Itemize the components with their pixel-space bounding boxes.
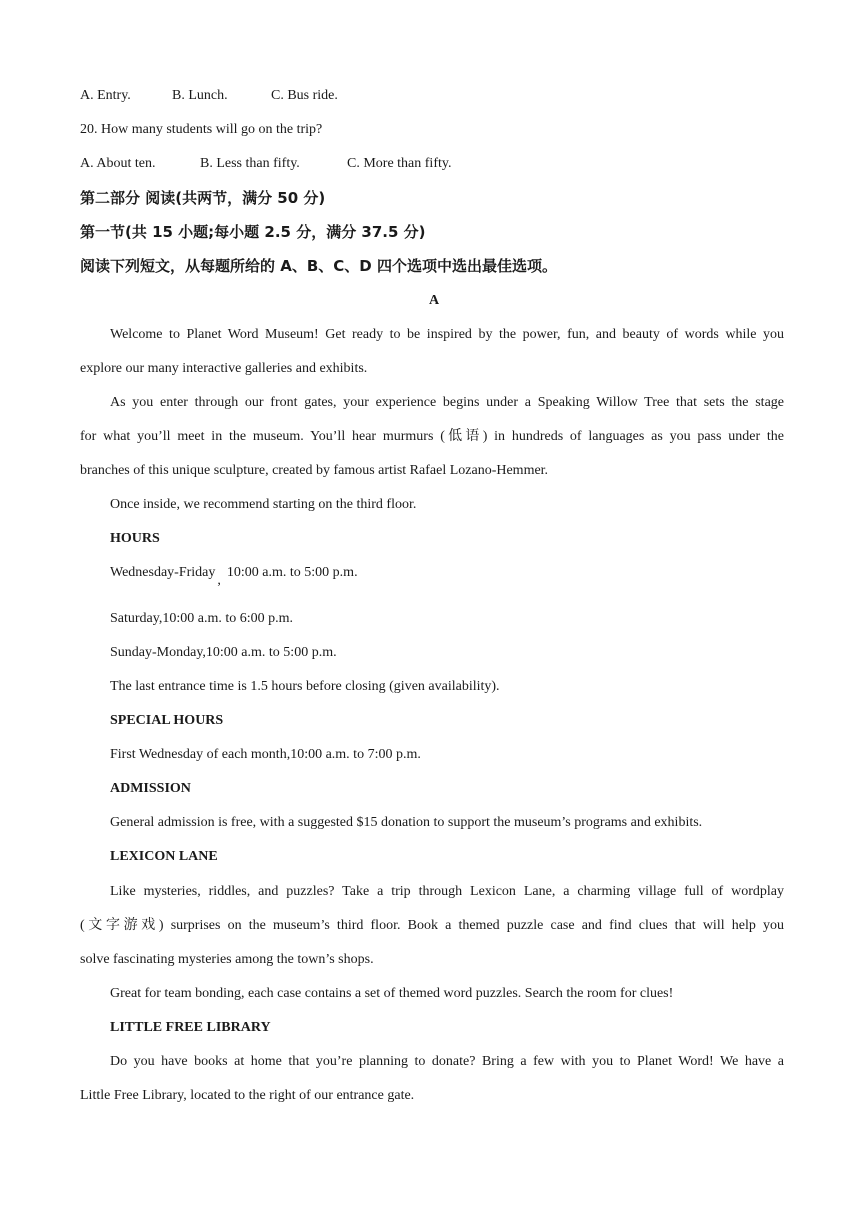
hours-last-entrance: The last entrance time is 1.5 hours before closing (given availability). <box>110 679 500 694</box>
part2-title: 第二部分 阅读(共两节，满分 50 分) <box>80 189 326 207</box>
section1-title: 第一节(共 15 小题;每小题 2.5 分，满分 37.5 分) <box>80 223 426 241</box>
lexicon-lane-line-4: Great for team bonding, each case contains a set of themed word puzzles. Search the room for clues! <box>110 986 674 1001</box>
paragraph-1-line-2: explore our many interactive galleries and exhibits. <box>80 361 368 376</box>
q20-option-b: B. Less than fifty. <box>200 156 300 171</box>
hours-sunday-monday: Sunday-Monday,10:00 a.m. to 5:00 p.m. <box>110 645 337 660</box>
hours-wf-comma: , <box>217 573 221 588</box>
little-free-library-line-2: Little Free Library, located to the right of our entrance gate. <box>80 1088 415 1103</box>
paragraph-1-line-1: Welcome to Planet Word Museum! Get ready to be inspired by the power, fun, and beauty of words while you <box>110 327 784 342</box>
lexicon-lane-line-1: Like mysteries, riddles, and puzzles? Take a trip through Lexicon Lane, a charming village full of wordplay <box>110 884 784 899</box>
reading-instruction: 阅读下列短文，从每题所给的 A、B、C、D 四个选项中选出最佳选项。 <box>80 257 557 275</box>
q20-question: 20. How many students will go on the trip? <box>80 122 323 137</box>
hours-wf-day: Wednesday-Friday <box>110 565 216 580</box>
paragraph-2-line-2: for what you’ll meet in the museum. You’ll hear murmurs (低语) in hundreds of languages as you pass under the <box>80 429 784 444</box>
hours-wf-time: 10:00 a.m. to 5:00 p.m. <box>226 565 358 580</box>
q20-options <box>80 154 451 174</box>
lexicon-lane-heading: LEXICON LANE <box>110 849 218 864</box>
paragraph-2-line-3: branches of this unique sculpture, created by famous artist Rafael Lozano-Hemmer. <box>80 463 549 478</box>
passage-label: A <box>428 293 440 308</box>
q19-option-b: B. Lunch. <box>172 88 228 103</box>
q19-option-a: A. Entry. <box>80 88 131 103</box>
paragraph-3: Once inside, we recommend starting on the third floor. <box>110 497 417 512</box>
special-hours-heading: SPECIAL HOURS <box>110 713 224 728</box>
q20-option-a: A. About ten. <box>80 156 156 171</box>
q20-option-c: C. More than fifty. <box>347 156 452 171</box>
q19-option-c: C. Bus ride. <box>271 88 338 103</box>
hours-saturday: Saturday,10:00 a.m. to 6:00 p.m. <box>110 611 294 626</box>
hours-wednesday-friday <box>110 563 358 588</box>
q19-options <box>80 86 338 106</box>
admission-text: General admission is free, with a suggested $15 donation to support the museum’s programs and exhibits. <box>110 815 703 830</box>
lexicon-lane-line-2: (文字游戏) surprises on the museum’s third floor. Book a themed puzzle case and find clues that will help you <box>80 918 784 933</box>
hours-heading: HOURS <box>110 531 160 546</box>
paragraph-2-line-1: As you enter through our front gates, your experience begins under a Speaking Willow Tree that sets the stage <box>110 395 784 410</box>
special-hours-text: First Wednesday of each month,10:00 a.m. to 7:00 p.m. <box>110 747 421 762</box>
little-free-library-line-1: Do you have books at home that you’re planning to donate? Bring a few with you to Planet Word! We have a <box>110 1054 784 1069</box>
lexicon-lane-line-3: solve fascinating mysteries among the town’s shops. <box>80 952 374 967</box>
admission-heading: ADMISSION <box>110 781 191 796</box>
little-free-library-heading: LITTLE FREE LIBRARY <box>110 1020 271 1035</box>
